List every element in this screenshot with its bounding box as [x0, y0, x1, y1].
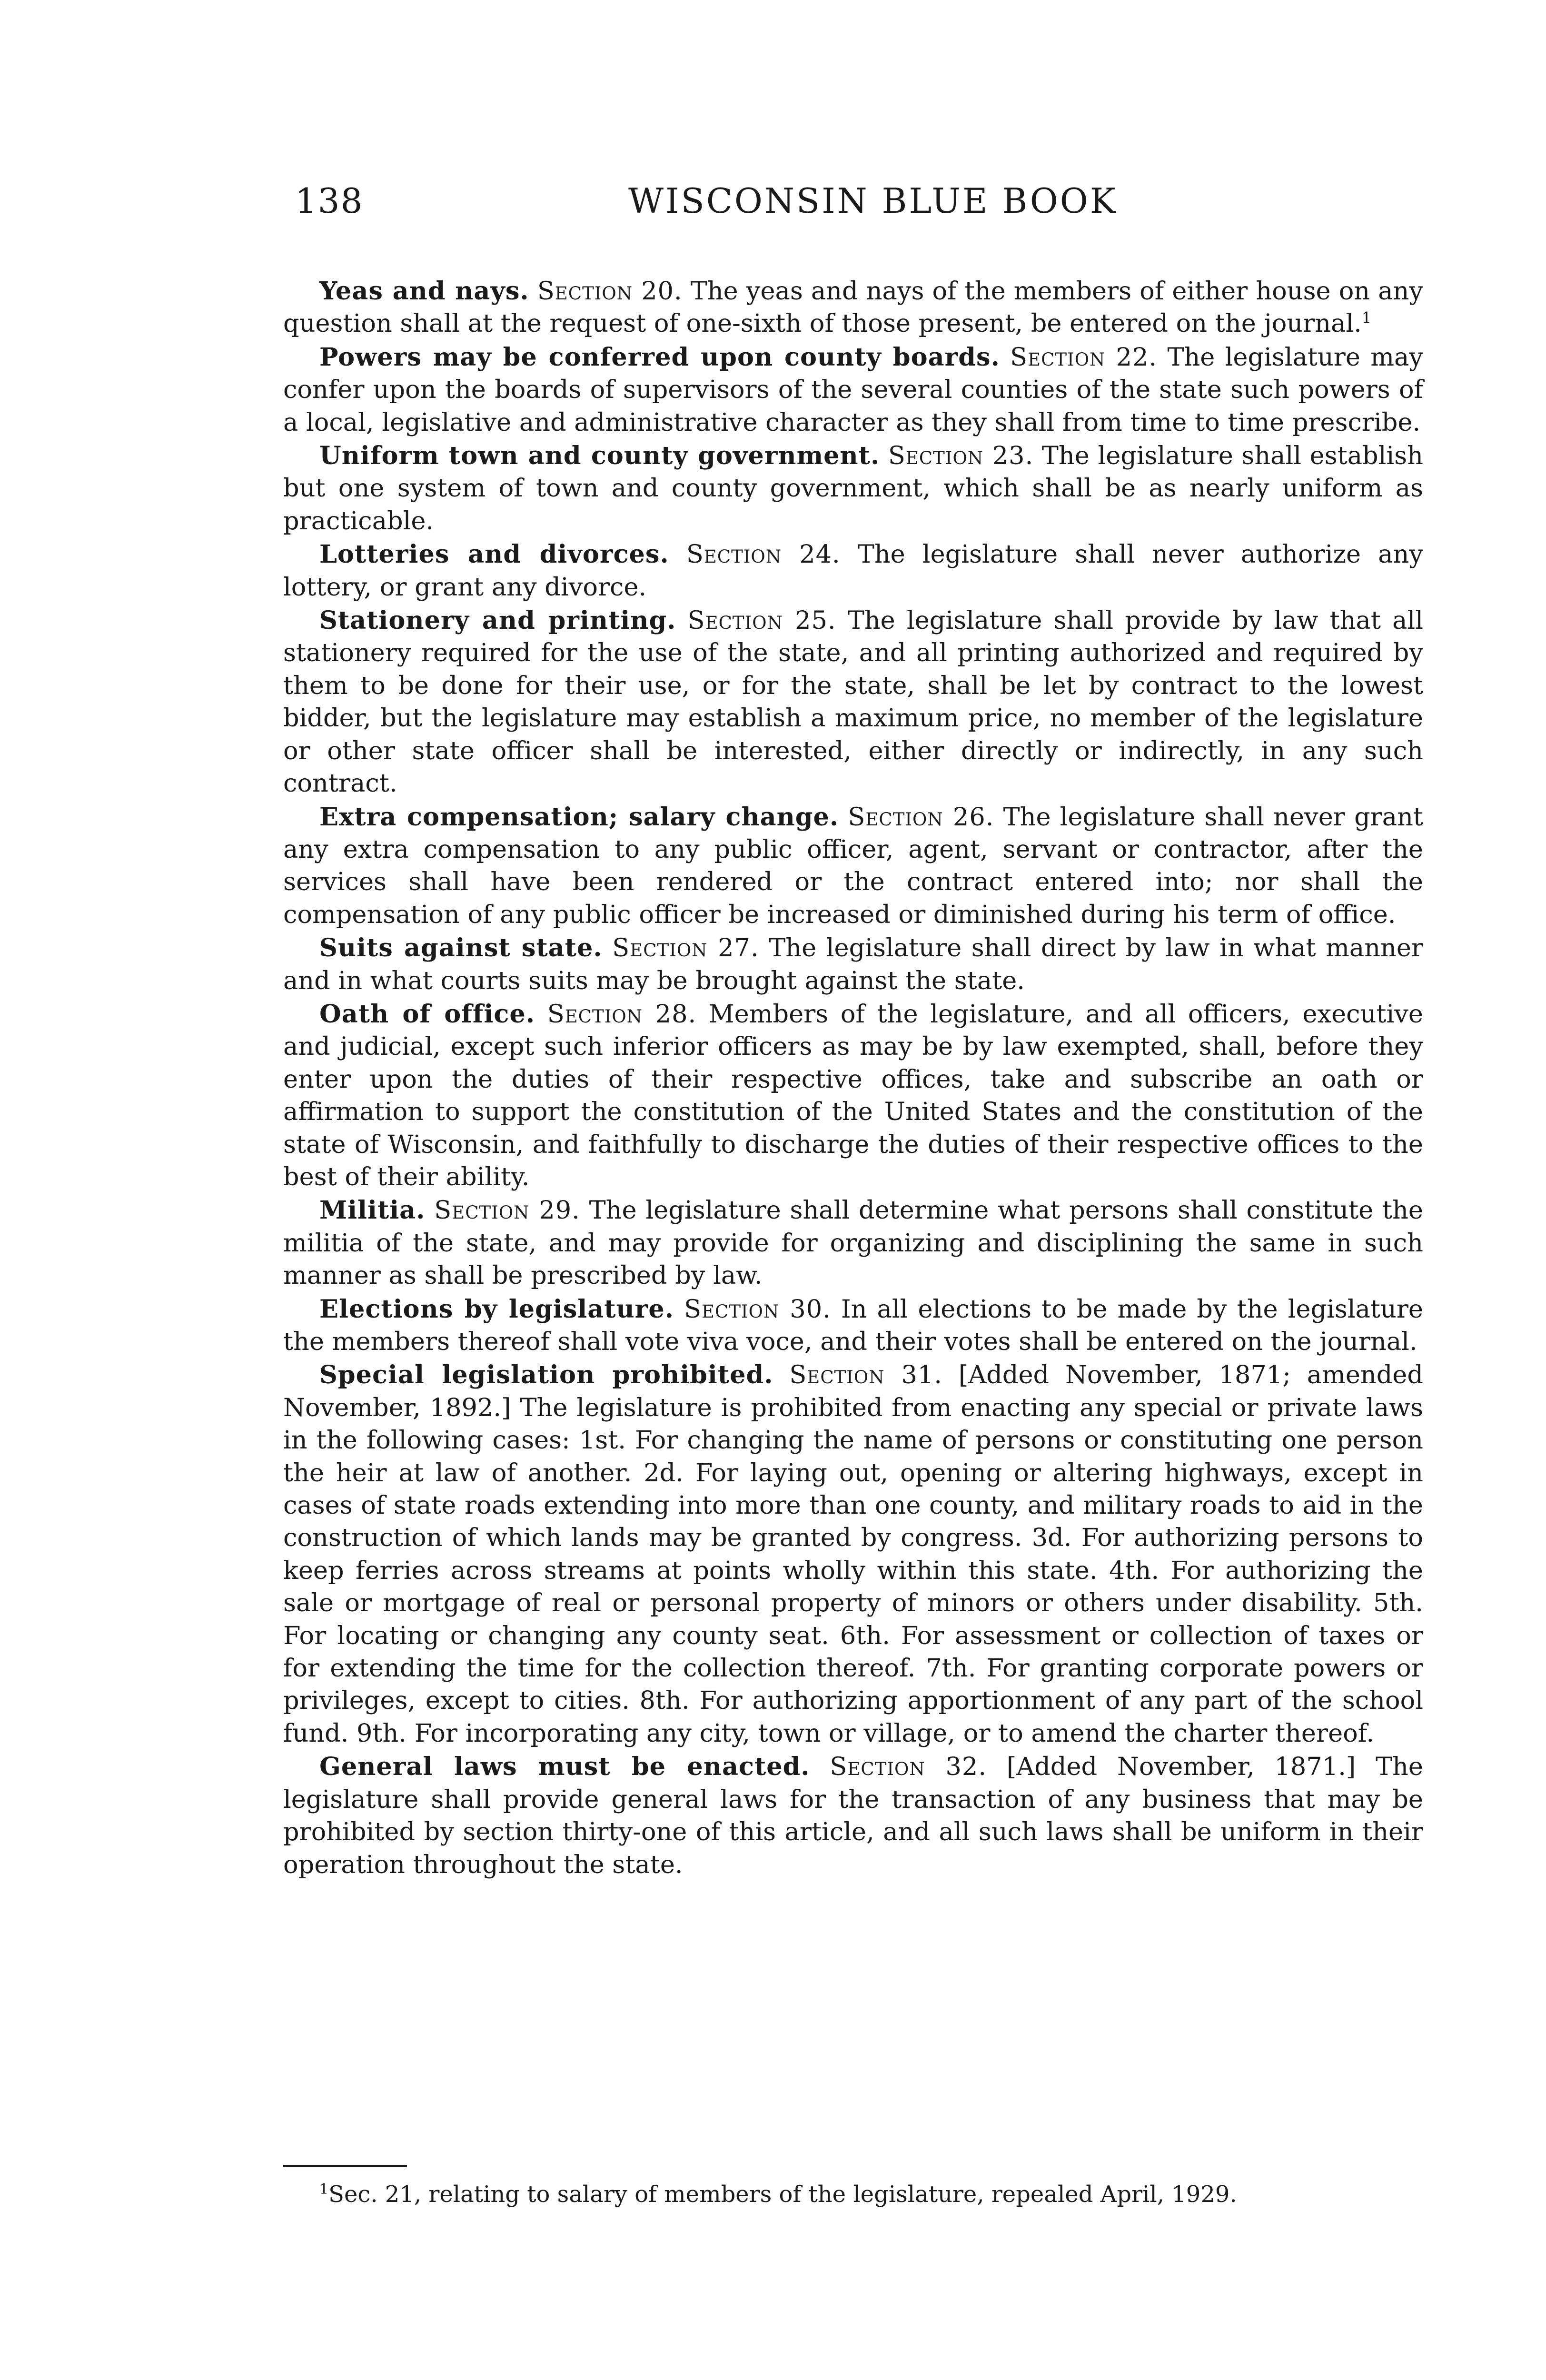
footnote-mark: 1 — [319, 2181, 329, 2198]
section-31-paragraph — [283, 1359, 1423, 1750]
section-heading: Uniform town and county government. — [319, 441, 880, 471]
body-text — [283, 275, 1423, 1882]
running-head: WISCONSIN BLUE BOOK — [628, 181, 1118, 221]
section-30-paragraph — [283, 1293, 1423, 1359]
section-text: [Added November, 1871; amended November, 1892.] The legislature is prohibited from enacting any special or private laws in the following cases: 1st. For changing the name of persons or constituting one person the heir at law of another. 2d. For laying out, opening or altering highways, except in cases of state roads extending into more than one county, and military roads to aid in the construction of which lands may be granted by congress. 3d. For authorizing persons to keep ferries across streams at points wholly within this state. 4th. For authorizing the sale or mortgage of real or personal property of minors or others under disability. 5th. For locating or changing any county seat. 6th. For assessment or collection of taxes or for extending the time for the collection thereof. 7th. For granting corporate powers or privileges, except to cities. 8th. For authorizing apportionment of any part of the school fund. 9th. For incorporating any city, town or village, or to amend the charter thereof. — [283, 1360, 1423, 1748]
section-text: The legislature may confer upon the boards of supervisors of the several counties of the state such powers of a local, legislative and administrative character as they shall from time to time prescribe. — [283, 342, 1423, 437]
section-28-paragraph — [283, 998, 1423, 1193]
section-heading: Oath of office. — [319, 999, 535, 1029]
section-label: Section 28. — [547, 999, 697, 1029]
section-heading: Yeas and nays. — [319, 277, 529, 306]
section-32-paragraph — [283, 1751, 1423, 1881]
section-heading: Special legislation prohibited. — [319, 1360, 773, 1390]
section-heading: General laws must be enacted. — [319, 1752, 810, 1782]
section-26-paragraph — [283, 801, 1423, 932]
section-27-paragraph — [283, 932, 1423, 997]
section-label: Section 29. — [434, 1196, 580, 1225]
section-label: Section 22. — [1010, 342, 1158, 372]
section-label: Section 26. — [848, 802, 994, 832]
section-text: The legislature shall direct by law in what manner and in what courts suits may be brought against the state. — [283, 933, 1423, 995]
section-heading: Powers may be conferred upon county boards. — [319, 342, 1000, 372]
footnote — [283, 2180, 1423, 2209]
section-text: The legislature shall provide by law that all stationery required for the use of the state, and all printing authorized and required by them to be done for their use, or for the state, shall be let by contract to the lowest bidder, but the legislature may establish a maximum price, no member of the legislature or other state officer shall be interested, either directly or indirectly, in any such contract. — [283, 606, 1424, 798]
section-22-paragraph — [283, 341, 1423, 439]
section-label: Section 20. — [537, 277, 683, 306]
section-25-paragraph — [283, 605, 1423, 800]
section-text: [Added November, 1871.] The legislature shall provide general laws for the transaction of any business that may be prohibited by section thirty-one of this article, and all such laws shall be uniform in their operation throughout the state. — [283, 1752, 1423, 1879]
section-label: Section 27. — [612, 933, 759, 963]
section-24-paragraph — [283, 538, 1423, 604]
section-label: Section 25. — [687, 606, 836, 635]
section-text: The legislature shall determine what persons shall constitute the militia of the state, and may provide for organizing and disciplining the same in such manner as shall be prescribed by law. — [283, 1196, 1423, 1290]
section-label: Section 31. — [789, 1360, 942, 1390]
section-heading: Stationery and printing. — [319, 606, 676, 635]
section-heading: Lotteries and divorces. — [319, 540, 669, 569]
section-heading: Suits against state. — [319, 933, 603, 963]
section-23-paragraph — [283, 440, 1423, 537]
section-text: The legislature shall establish but one system of town and county government, which shall be as nearly uniform as practicable. — [283, 441, 1423, 536]
section-label: Section 23. — [888, 441, 1034, 471]
footnote-reference: 1 — [1361, 308, 1372, 327]
section-text: Members of the legislature, and all officers, executive and judicial, except such inferior officers as may be by law exempted, shall, before they enter upon the duties of their respective offices, take and subscribe an oath or affirmation to support the constitution of the United States and the constitution of the state of Wisconsin, and faithfully to discharge the duties of their respective offices to the best of their ability. — [283, 999, 1423, 1191]
section-text: The yeas and nays of the members of either house on any question shall at the request of one-sixth of those present, be entered on the journal. — [283, 277, 1423, 338]
section-label: Section 32. — [830, 1752, 987, 1782]
section-label: Section 24. — [686, 540, 841, 569]
section-text: The legislature shall never grant any extra compensation to any public officer, agent, servant or contractor, after the services shall have been rendered or the contract entered into; nor shall the compensation of any public officer be increased or diminished during his term of office. — [283, 802, 1423, 929]
footnote-rule — [283, 2165, 407, 2167]
section-text: In all elections to be made by the legislature the members thereof shall vote viva voce, and their votes shall be entered on the journal. — [283, 1294, 1423, 1356]
section-29-paragraph — [283, 1194, 1423, 1292]
footnote-text: Sec. 21, relating to salary of members of the legislature, repealed April, 1929. — [328, 2181, 1237, 2208]
section-label: Section 30. — [684, 1294, 831, 1324]
section-20-paragraph — [283, 275, 1423, 340]
section-heading: Extra compensation; salary change. — [319, 802, 839, 832]
section-heading: Militia. — [319, 1196, 426, 1225]
page-header — [295, 181, 1423, 233]
section-text: The legislature shall never authorize any lottery, or grant any divorce. — [283, 540, 1423, 602]
section-heading: Elections by legislature. — [319, 1294, 674, 1324]
page-number: 138 — [295, 181, 364, 221]
